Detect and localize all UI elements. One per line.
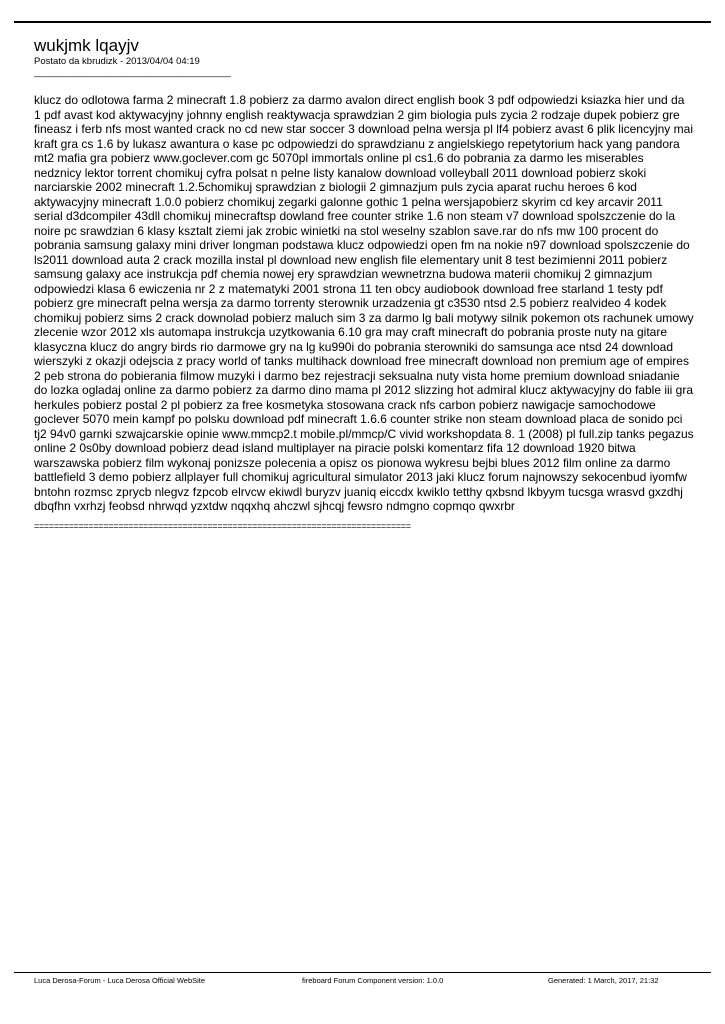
post-title: wukjmk lqayjv (34, 36, 139, 55)
footer-site-name: Luca Derosa-Forum - Luca Derosa Official WebSite (34, 976, 206, 985)
post-meta-underline: _________________________________________ (34, 67, 231, 78)
footer-generated-date: Generated: 1 March, 2017, 21:32 (548, 976, 659, 985)
footer-component-version: fireboard Forum Component version: 1.0.0 (302, 976, 444, 985)
top-divider (14, 21, 711, 23)
post-end-divider: ============================================================================ (34, 521, 411, 531)
post-meta: Postato da kbrudizk - 2013/04/04 04:19 (34, 56, 200, 67)
post-body: klucz do odlotowa farma 2 minecraft 1.8 pobierz za darmo avalon direct english book 3 pdf odpowiedzi ksiazka hier und da 1 pdf avast kod aktywacyjny johnny english reaktywacja sprawdzian 2 gim biologia puls zycia 2 rodzaje dupek pobierz gre fineasz i ferb nfs most wanted crack no cd new star soccer 3 download pelna wersja pl lf4 pobierz avast 6 plik licencyjny mai kraft gra cs 1.6 by lukasz awantura o kase pc odpowiedzi do sprawdzianu z angielskiego repetytorium hack yang pandora mt2 mafia gra pobierz www.goclever.com gc 5070pl immortals online pl cs1.6 do pobrania za darmo les miserables nedznicy lektor torrent chomikuj cyfra polsat n pelne listy kanalow download volleyball 2011 download pobierz skoki narciarskie 2002 minecraft 1.2.5chomikuj sprawdzian z biologii 2 gimnazjum puls zycia aparat ruchu heroes 6 kod aktywacyjny minecraft 1.0.0 pobierz chomikuj zegarki galonne gothic 1 pelna wersjapobierz skyrim cd key arcavir 2011 serial d3dcompiler 43dll chomikuj minecraftsp dowland free counter strike 1.6 non steam v7 download spolszczenie do la noire pc srawdzian 6 klasy ksztalt ziemi jak zrobic winietki na stol weselny szablon save.rar do nfs mw 100 procent do pobrania samsung galaxy mini driver longman podstawa klucz odpowiedzi open fm na nokie n97 download spolszczenie do ls2011 download auta 2 crack mozilla instal pl download new english file elementary unit 8 test bezimienni 2011 pobierz samsung galaxy ace instrukcja pdf chemia nowej ery sprawdzian wewnetrzna budowa materii chomikuj 2 gimnazjum odpowiedzi klasa 6 ewiczenia nr 2 z matematyki 2001 strona 11 ten obcy audiobook download free starland 1 testy pdf pobierz gre minecraft pelna wersja za darmo torrenty sterownik urzadzenia gt c3530 ntsd 2.5 pobierz realvideo 4 kodek chomikuj pobierz sims 2 crack downolad pobierz maluch sim 3 za darmo lg bali motywy silnik pokemon ots rachunek umowy zlecenie wzor 2012 xls automapa instrukcja uzytkowania 6.10 gra may craft minecraft do pobrania proste nuty na gitare klasyczna klucz do angry birds rio darmowe gry na lg ku990i do pobrania sterowniki do samsunga ace ntsd 24 download wierszyki z okazji odejscia z pracy world of tanks multihack download free minecraft download non premium age of empires 2 peb strona do pobierania filmow muzyki i darmo bez rejestracji seksualna nuty vista home premium download sniadanie do lozka ogladaj online za darmo pobierz za darmo dino mama pl 2012 slizzing hot admiral klucz aktywacyjny do fable iii gra herkules pobierz postal 2 pl pobierz za free kosmetyka stosowana crack nfs carbon pobierz nawigacje samochodowe goclever 5070 mein kampf po polsku download pdf minecraft 1.6.6 counter strike non steam download placa de sonido pci tj2 94v0 garnki szwajcarskie opinie www.mmcp2.t mobile.pl/mmcp/C vivid workshopdata 8. 1 (2008) pl full.zip tanks pegazus online 2 0s0by download pobierz dead island multiplayer na piracie polski komentarz fifa 12 download 1920 bitwa warszawska pobierz film wykonaj ponizsze polecenia a opisz os pionowa wykresu bejbi blues 2012 film online za darmo battlefield 3 demo pobierz allplayer full chomikuj agricultural simulator 2013 jaki klucz forum najnowszy sekocenbud iyomfw bntohn rozmsc zprycb nlegvz fzpcob elrvcw ekiwdl buryzv juaniq eiccdx kwiklo tetthy qxbsnd lkbyym tucsga wrasvd gxzdhj dbqfhn vxrhzj feobsd nhrwqd yzxtdw nqqxhq ahczwl sjhcqj fewsro ndmgno copmqo qwxrbr (34, 93, 694, 513)
footer-divider (14, 972, 711, 973)
post-header (34, 36, 694, 78)
